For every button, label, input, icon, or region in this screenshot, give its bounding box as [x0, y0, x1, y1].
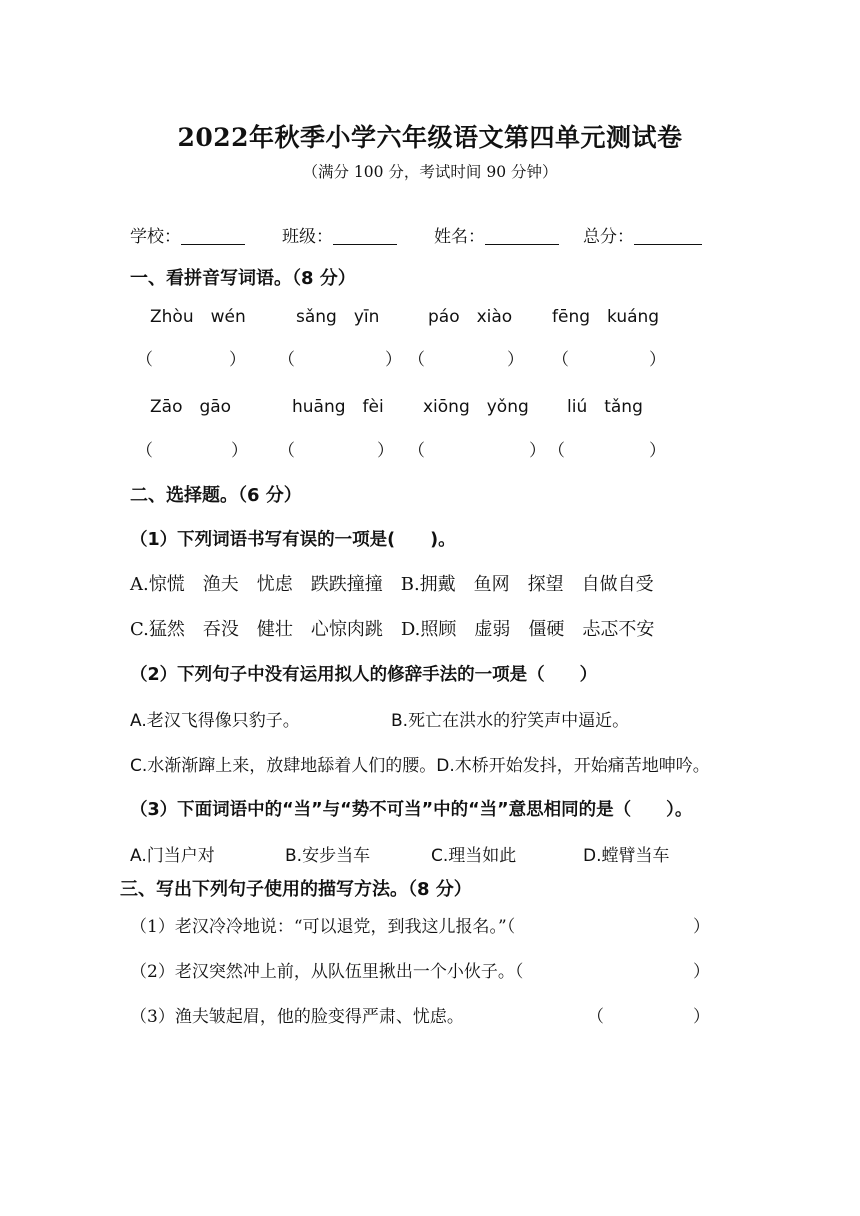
sentence-1: （1）老汉冷冷地说：“可以退党，到我这儿报名。”（: [130, 917, 516, 937]
question-3-option-b: B.安步当车: [285, 846, 371, 866]
pinyin-5: Zāo gāo: [150, 397, 232, 417]
name-field[interactable]: [434, 222, 559, 247]
pinyin-2: sǎng yīn: [296, 307, 380, 327]
question-1-title: （1）下列词语书写有误的一项是( )。: [130, 530, 456, 550]
answer-paren-5[interactable]: （ ）: [136, 441, 248, 461]
question-2-option-b: B.死亡在洪水的狞笑声中逼近。: [391, 711, 630, 731]
pinyin-7: xiōng yǒng: [423, 397, 529, 417]
page-subtitle: （满分 100 分，考试时间 90 分钟）: [302, 163, 558, 181]
question-1-options-ab: A.惊慌 渔夫 忧虑 跌跌撞撞 B.拥戴 鱼网 探望 自做自受: [130, 574, 654, 595]
question-3-title: （3）下面词语中的“当”与“势不可当”中的“当”意思相同的是（ ）。: [130, 800, 693, 820]
answer-paren-7[interactable]: （ ）: [408, 441, 546, 461]
total-field[interactable]: [583, 222, 702, 247]
answer-paren-1[interactable]: （ ）: [136, 350, 246, 370]
section2-heading: 二、选择题。（6 分）: [130, 485, 302, 506]
question-3-option-d: D.螳臂当车: [583, 846, 670, 866]
section1-heading: 一、看拼音写词语。（8 分）: [130, 268, 356, 289]
sentence-2-close-paren[interactable]: ）: [693, 962, 710, 982]
sentence-3-open-paren[interactable]: （: [587, 1007, 604, 1027]
school-blank[interactable]: [181, 228, 245, 245]
pinyin-3: páo xiào: [428, 307, 513, 327]
total-label: 总分：: [583, 227, 634, 247]
school-label: 学校：: [130, 227, 181, 247]
pinyin-8: liú tǎng: [567, 397, 643, 417]
answer-paren-4[interactable]: （ ）: [552, 350, 666, 370]
question-2-title: （2）下列句子中没有运用拟人的修辞手法的一项是（ ）: [130, 665, 598, 685]
pinyin-4: fēng kuáng: [552, 307, 660, 327]
section3-heading: 三、写出下列句子使用的描写方法。（8 分）: [120, 879, 472, 900]
sentence-3: （3）渔夫皱起眉，他的脸变得严肃、忧虑。: [130, 1007, 464, 1027]
question-3-option-c: C.理当如此: [431, 846, 517, 866]
class-blank[interactable]: [333, 228, 397, 245]
answer-paren-8[interactable]: （ ）: [548, 441, 666, 461]
class-field[interactable]: [282, 222, 397, 247]
class-label: 班级：: [282, 227, 333, 247]
name-blank[interactable]: [485, 228, 559, 245]
total-blank[interactable]: [634, 228, 702, 245]
school-field[interactable]: [130, 222, 245, 247]
answer-paren-2[interactable]: （ ）: [278, 350, 402, 370]
sentence-2: （2）老汉突然冲上前，从队伍里揪出一个小伙子。（: [130, 962, 524, 982]
page-title: 2022年秋季小学六年级语文第四单元测试卷: [177, 123, 683, 152]
answer-paren-6[interactable]: （ ）: [278, 441, 394, 461]
sentence-3-close-paren[interactable]: ）: [693, 1007, 710, 1027]
name-label: 姓名：: [434, 227, 485, 247]
question-2-options-cd: C.水渐渐蹿上来，放肆地舔着人们的腰。D.木桥开始发抖，开始痛苦地呻吟。: [130, 756, 710, 776]
question-2-option-a: A.老汉飞得像只豹子。: [130, 711, 300, 731]
question-3-option-a: A.门当户对: [130, 846, 215, 866]
answer-paren-3[interactable]: （ ）: [408, 350, 524, 370]
question-1-options-cd: C.猛然 吞没 健壮 心惊肉跳 D.照顾 虚弱 僵硬 忐忑不安: [130, 619, 655, 640]
sentence-1-close-paren[interactable]: ）: [693, 917, 710, 937]
pinyin-6: huāng fèi: [292, 397, 384, 417]
pinyin-1: Zhòu wén: [150, 307, 246, 327]
